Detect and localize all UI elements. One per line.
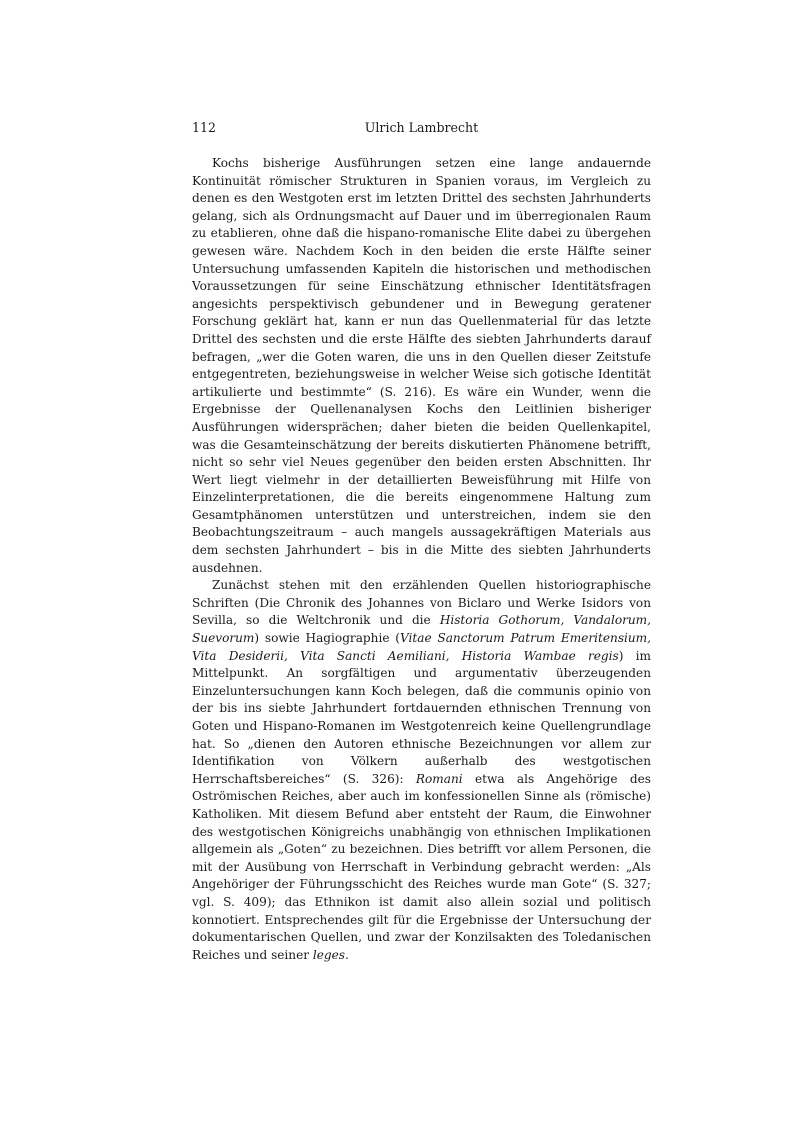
running-head-author: Ulrich Lambrecht — [364, 120, 479, 135]
text-run: etwa als Angehörige des Oströmischen Reiches, aber auch im konfessionellen Sinne als (römische) Katholiken. Mit diesem Befund aber entsteht der Raum, die Einwohner des westgotischen Königreichs unabhängig von ethnischen Implikationen allgemein als „Goten“ zu bezeichnen. Dies betrifft vor allem Personen, die mit der Ausübung von Herrschaft in Verbindung gebracht werden: „Als Angehöriger der Führungsschicht des Reiches wurde man Gote“ (S. 327; vgl. S. 409); das Ethnikon ist damit also allein sozial und politisch konnotiert. Entsprechendes gilt für die Ergebnisse der Untersuchung der dokumentarischen Quellen, und zwar der Konzilsakten des Toledanischen Reiches und seiner — [192, 771, 651, 962]
body-paragraph — [192, 155, 651, 577]
italic-title: leges — [312, 947, 346, 962]
text-run: ) im Mittelpunkt. An sorgfältigen und argumentativ überzeugenden Einzeluntersuchungen kann Koch belegen, daß die communis opinio von der bis ins siebte Jahrhundert fortdauernden ethnischen Trennung von Goten und Hispano-Romanen im Westgotenreich keine Quellengrundlage hat. So „dienen den Autoren ethnische Bezeichnungen vor allem zur Identifikation von Völkern außerhalb des westgotischen Herrschaftsbereiches“ (S. 326): — [192, 648, 652, 786]
text-run: . — [345, 947, 349, 962]
italic-title: Vitae Sanctorum Patrum Emeritensium, Vita Desiderii, Vita Sancti Aemiliani, Historia Wambae regis — [192, 631, 651, 663]
document-page — [192, 118, 651, 964]
text-run: Kochs bisherige Ausführungen setzen eine lange andauernde Kontinuität römischer Strukturen in Spanien voraus, im Vergleich zu denen es den Westgoten erst im letzten Drittel des sechsten Jahrhunderts gelang, sich als Ordnungsmacht auf Dauer und im überregionalen Raum zu etablieren, ohne daß die hispano-romanische Elite dabei zu übergehen gewesen wäre. Nachdem Koch in den beiden die erste Hälfte seiner Untersuchung umfassenden Kapiteln die historischen und methodischen Voraussetzungen für seine Einschätzung ethnischer Identitätsfragen angesichts perspektivisch gebundener und in Bewegung geratener Forschung geklärt hat, kann er nun das Quellenmaterial für das letzte Drittel des sechsten und die erste Hälfte des siebten Jahrhunderts darauf befragen, „wer die Goten waren, die uns in den Quellen dieser Zeitstufe entgegentreten, beziehungsweise in welcher Weise sich gotische Identität artikulierte und bestimmte“ (S. 216). Es wäre ein Wunder, wenn die Ergebnisse der Quellenanalysen Kochs den Leitlinien bisheriger Ausführungen widersprächen; daher bieten die beiden Quellenkapitel, was die Gesamteinschätzung der bereits diskutierten Phänomene betrifft, nicht so sehr viel Neues gegenüber den beiden ersten Abschnitten. Ihr Wert liegt vielmehr in der detaillierten Beweisführung mit Hilfe von Einzelinterpretationen, die die bereits eingenommene Haltung zum Gesamtphänomen unterstützen und unterstreichen, indem sie den Beobachtungszeitraum – auch mangels aussagekräftigen Materials aus dem sechsten Jahrhundert – bis in die Mitte des siebten Jahrhunderts ausdehnen. — [192, 156, 651, 575]
italic-title: Historia Gothorum, Vandalorum, Suevorum — [192, 613, 651, 646]
running-header — [192, 118, 651, 138]
text-run: ) sowie Hagiographie ( — [254, 631, 400, 646]
italic-title: Romani — [415, 771, 463, 786]
body-paragraph — [192, 577, 651, 964]
body-text — [192, 155, 651, 964]
text-run: Zunächst stehen mit den erzählenden Quellen historiographische Schriften (Die Chronik des Johannes von Biclaro und Werke Isidors von Sevilla, so die Weltchronik und die — [192, 578, 651, 628]
page-number: 112 — [192, 120, 217, 135]
